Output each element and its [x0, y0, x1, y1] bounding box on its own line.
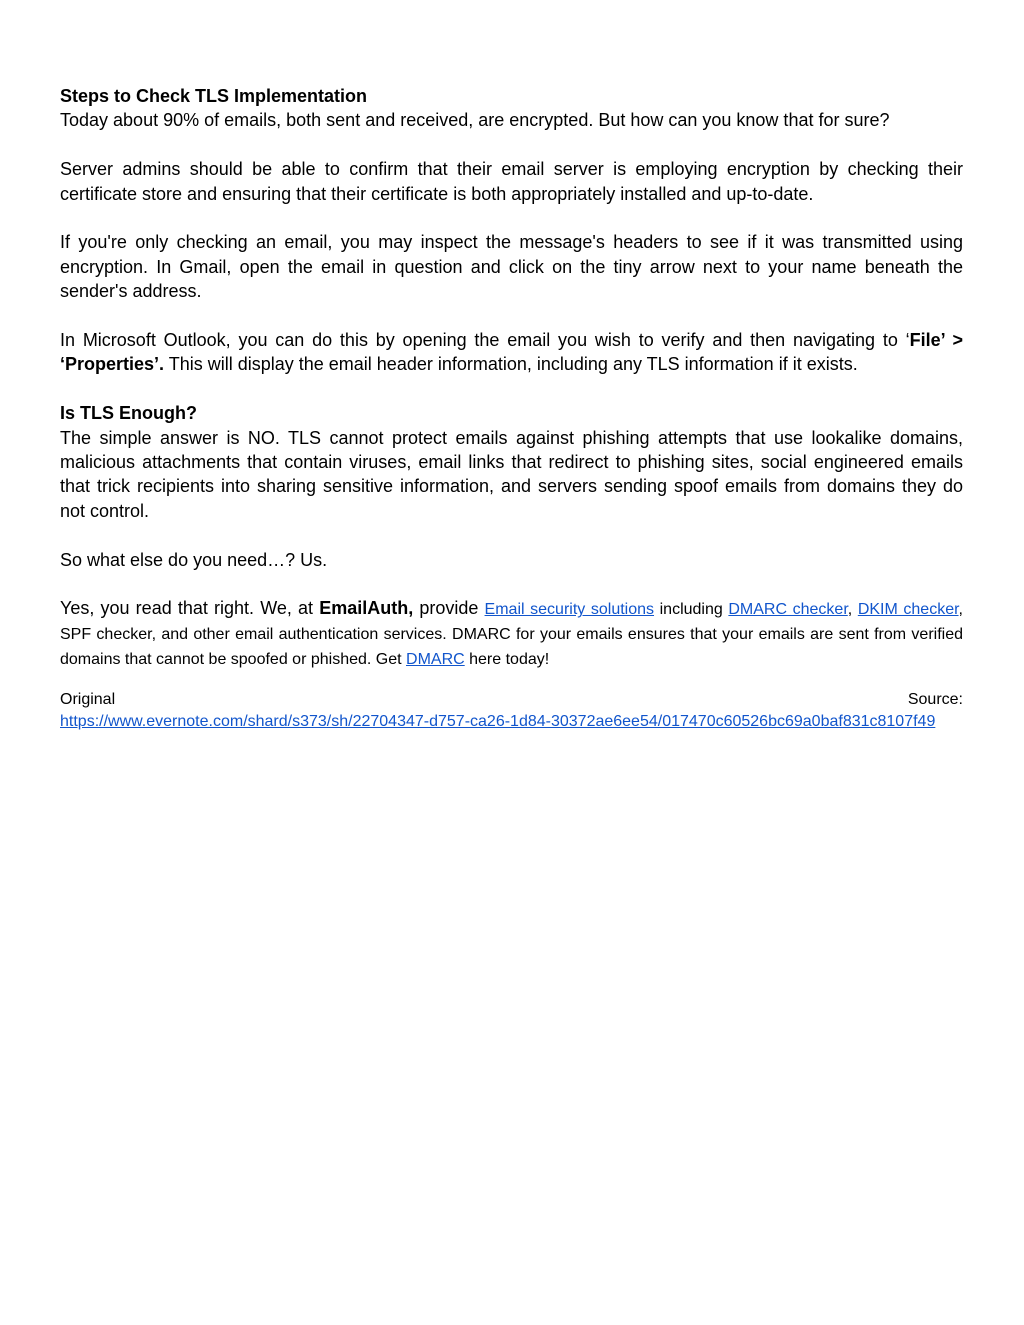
- promo-text-comma: ,: [847, 601, 858, 619]
- paragraph-promo: [60, 596, 963, 671]
- spacer: [60, 304, 963, 328]
- outlook-text-pre: In Microsoft Outlook, you can do this by opening the email you wish to verify and then navigating to ‘: [60, 330, 910, 351]
- spacer: [60, 206, 963, 230]
- paragraph-what-else: So what else do you need…? Us.: [60, 549, 328, 570]
- source-label-row: [60, 689, 963, 711]
- paragraph-outlook: [60, 328, 963, 377]
- link-email-security-solutions[interactable]: Email security solutions: [484, 601, 655, 619]
- outlook-text-post: This will display the email header information, including any TLS information if it exists.: [164, 354, 858, 375]
- original-label: Original: [60, 691, 116, 709]
- promo-text-end: here today!: [464, 651, 550, 669]
- heading-is-tls-enough: Is TLS Enough?: [60, 403, 197, 424]
- source-label: Source:: [907, 691, 963, 709]
- brand-name: EmailAuth,: [319, 598, 414, 619]
- paragraph-gmail: If you're only checking an email, you may inspect the message's headers to see if it was transmitted using encryption. In Gmail, open the email in question and click on the tiny arrow next to your name beneath the sender's address.: [60, 232, 963, 302]
- promo-text-pre: Yes, you read that right. We, at: [60, 598, 320, 619]
- spacer: [60, 671, 963, 689]
- spacer: [60, 572, 963, 596]
- paragraph-tls-limitations: The simple answer is NO. TLS cannot protect emails against phishing attempts that use lookalike domains, malicious attachments that contain viruses, email links that redirect to phishing sites, social engineered emails that trick recipients into sharing sensitive information, and servers sending spoof emails from domains they do not control.: [60, 427, 963, 521]
- link-dmarc[interactable]: DMARC: [406, 651, 465, 669]
- link-source-url[interactable]: https://www.evernote.com/shard/s373/sh/22704347-d757-ca26-1d84-30372ae6ee54/017470c60526bc69a0baf831c8107f49: [60, 713, 936, 731]
- heading-steps-tls: Steps to Check TLS Implementation: [60, 86, 368, 106]
- link-dmarc-checker[interactable]: DMARC checker: [728, 601, 848, 619]
- promo-text-including: including: [654, 601, 729, 619]
- promo-text-provide: provide: [413, 598, 485, 619]
- source-url-line: [60, 711, 963, 733]
- link-dkim-checker[interactable]: DKIM checker: [857, 601, 959, 619]
- paragraph-intro: Today about 90% of emails, both sent and received, are encrypted. But how can you know that for sure?: [60, 110, 890, 131]
- paragraph-server-admins: Server admins should be able to confirm that their email server is employing encryption by checking their certificate store and ensuring that their certificate is both appropriately installed and up-to-date.: [60, 159, 963, 204]
- outlook-menu-path: File’ > ‘Properties’.: [60, 330, 964, 375]
- spacer: [60, 523, 963, 547]
- document-content: [60, 84, 963, 733]
- spacer: [60, 133, 963, 157]
- promo-text-mid: , SPF checker, and other email authentication services. DMARC for your emails ensures that your emails are sent from verified domains that cannot be spoofed or phished. Get: [60, 601, 963, 669]
- spacer: [60, 377, 963, 401]
